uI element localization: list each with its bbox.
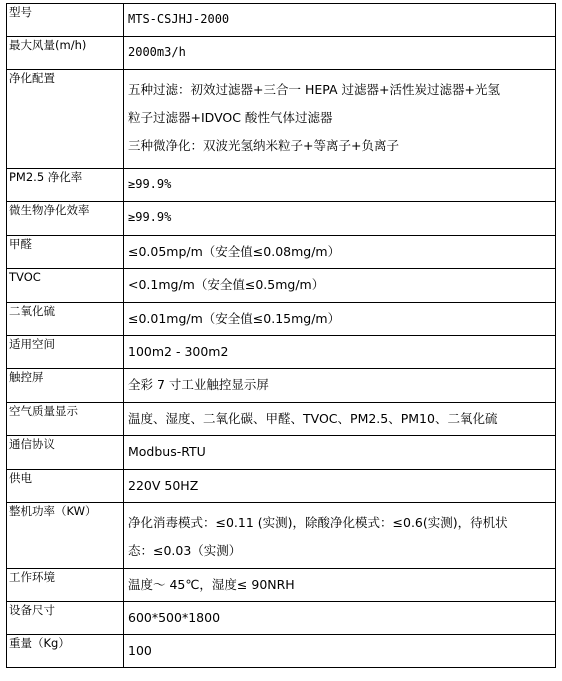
row-label: TVOC [7,269,124,303]
row-label: 通信协议 [7,436,124,470]
table-row [7,436,556,470]
row-value [124,336,556,369]
row-value [124,303,556,336]
row-value-line: 态：≤0.03（实测） [128,543,242,558]
row-value-line: 全彩 7 寸工业触控显示屏 [128,377,269,392]
row-label: 设备尺寸 [7,602,124,635]
row-value-line: 220V 50HZ [128,478,199,493]
row-value-line: 2000m3/h [128,45,186,59]
row-value [124,602,556,635]
row-label: 型号 [7,4,124,37]
table-row [7,169,556,202]
table-row [7,403,556,436]
row-value-line: Modbus-RTU [128,444,206,459]
table-row [7,269,556,303]
table-row [7,369,556,403]
row-value [124,37,556,70]
row-value-line: 600*500*1800 [128,610,221,625]
row-label: 工作环境 [7,569,124,602]
row-value [124,202,556,236]
row-value [124,236,556,269]
row-value-line: 温度～ 45℃，湿度≤ 90NRH [128,577,295,592]
row-value-line: ≤0.05mp/m（安全值≤0.08mg/m） [128,244,341,259]
row-value [124,269,556,303]
row-label: 微生物净化效率 [7,202,124,236]
row-value [124,635,556,668]
table-row [7,37,556,70]
row-value-line: <0.1mg/m（安全值≤0.5mg/m） [128,277,325,292]
row-label: 整机功率（KW） [7,503,124,569]
table-row [7,569,556,602]
row-value [124,436,556,470]
table-row [7,236,556,269]
table-row [7,602,556,635]
row-value [124,470,556,503]
row-value-line: ≥99.9% [128,210,172,224]
row-value-line: MTS-CSJHJ-2000 [128,12,230,26]
row-label: 甲醛 [7,236,124,269]
table-row [7,202,556,236]
row-value [124,569,556,602]
table-row [7,303,556,336]
table-row [7,70,556,169]
row-value [124,4,556,37]
row-value [124,503,556,569]
row-label: 触控屏 [7,369,124,403]
row-value-line: ≤0.01mg/m（安全值≤0.15mg/m） [128,311,341,326]
table-row [7,503,556,569]
row-value-line: 100m2 - 300m2 [128,344,229,359]
row-label: 供电 [7,470,124,503]
row-value-line: 五种过滤：初效过滤器+三合一 HEPA 过滤器+活性炭过滤器+光氢 [128,82,500,97]
row-value-line: 粒子过滤器+IDVOC 酸性气体过滤器 [128,110,333,125]
row-label: PM2.5 净化率 [7,169,124,202]
row-label: 重量（Kg） [7,635,124,668]
row-value [124,403,556,436]
table-row [7,470,556,503]
spec-table [6,3,556,668]
table-row [7,635,556,668]
row-value-line: 三种微净化：双波光氢纳米粒子+等离子+负离子 [128,138,399,153]
table-row [7,4,556,37]
row-value-line: 净化消毒模式：≤0.11 (实测)，除酸净化模式：≤0.6(实测)，待机状 [128,515,508,530]
row-label: 二氧化硫 [7,303,124,336]
table-row [7,336,556,369]
row-value [124,169,556,202]
row-label: 空气质量显示 [7,403,124,436]
row-label: 适用空间 [7,336,124,369]
row-label: 净化配置 [7,70,124,169]
row-value-line: 100 [128,643,152,658]
row-label: 最大风量(m/h) [7,37,124,70]
row-value-line: ≥99.9% [128,177,172,191]
row-value [124,70,556,169]
row-value [124,369,556,403]
row-value-line: 温度、湿度、二氧化碳、甲醛、TVOC、PM2.5、PM10、二氧化硫 [128,411,498,426]
